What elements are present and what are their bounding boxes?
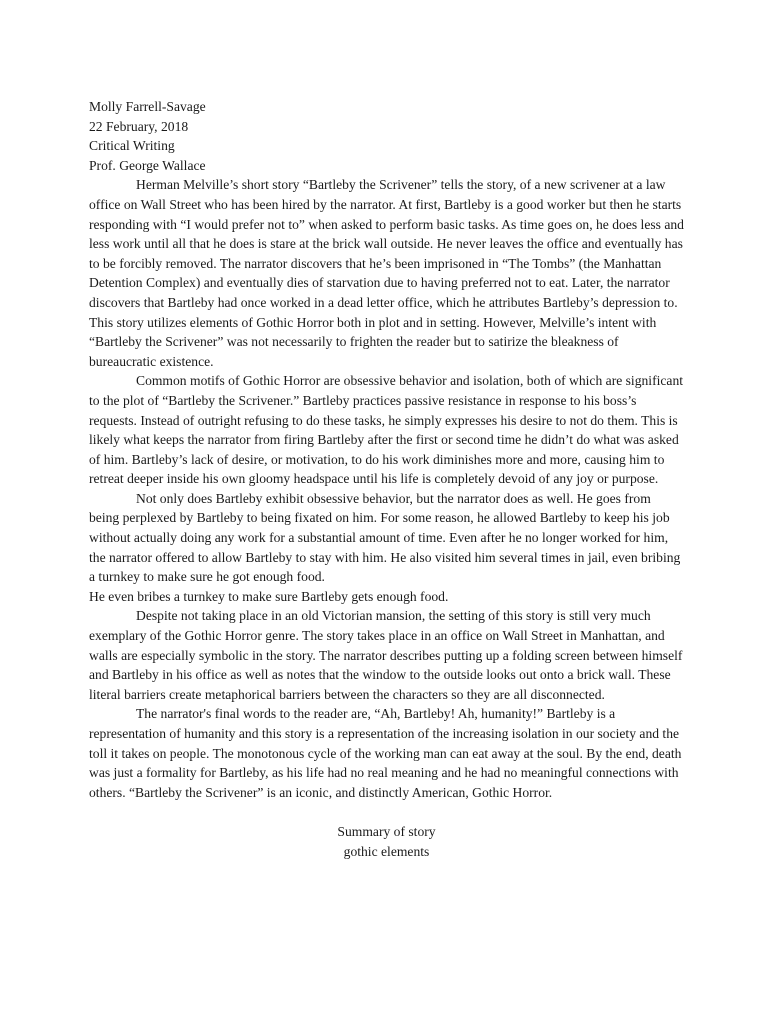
course-name: Critical Writing — [89, 138, 175, 154]
outline-notes — [89, 822, 684, 861]
paragraph-stray-sentence: He even bribes a turnkey to make sure Bartleby gets enough food. — [89, 588, 449, 604]
paragraph-motifs: Common motifs of Gothic Horror are obsessive behavior and isolation, both of which are significant to the plot of “Bartleby the Scrivener.” Bartleby practices passive resistance in response to his boss’s requests. Instead of outright refusing to do these tasks, he simply expresses his desire to not do them. This is likely what keeps the narrator from firing Bartleby after the first or second time he didn’t do what was asked of him. Bartleby’s lack of desire, or motivation, to do his work diminishes more and more, causing him to retreat deeper inside his own gloomy headspace until his life is completely devoid of any joy or purpose. — [89, 373, 684, 487]
author-name: Molly Farrell-Savage — [89, 99, 206, 114]
document-body — [89, 97, 684, 861]
paragraph-intro: Herman Melville’s short story “Bartleby the Scrivener” tells the story, of a new scrivener at a law office on Wall Street who has been hired by the narrator. At first, Bartleby is a good worker but then he starts responding with “I would prefer not to” when asked to perform basic tasks. As time goes on, he does less and less work until all that he does is stare at the brick wall outside. He never leaves the office and eventually has to be forcibly removed. The narrator discovers that he’s been imprisoned in “The Tombs” (the Manhattan Detention Complex) and eventually dies of starvation due to having preferred not to eat. Later, the narrator discovers that Bartleby had once worked in a dead letter office, which he attributes Bartleby’s depression to. This story utilizes elements of Gothic Horror both in plot and in setting. However, Melville’s intent with “Bartleby the Scrivener” was not necessarily to frighten the reader but to satirize the bleakness of bureaucratic existence. — [89, 177, 684, 369]
note-summary: Summary of story — [337, 823, 436, 839]
paragraph-setting: Despite not taking place in an old Victorian mansion, the setting of this story is still very much exemplary of the Gothic Horror genre. The story takes place in an office on Wall Street in Manhattan, and walls are especially symbolic in the story. The narrator describes putting up a folding screen between himself and Bartleby in his office as well as notes that the window to the outside looks out onto a brick wall. These literal barriers create metaphorical barriers between the characters so they are all disconnected. — [89, 608, 683, 702]
paragraph-narrator: Not only does Bartleby exhibit obsessive behavior, but the narrator does as well. He goes from being perplexed by Bartleby to being fixated on him. For some reason, he allowed Bartleby to keep his job without actually doing any work for a substantial amount of time. Even after he no longer worked for him, the narrator offered to allow Bartleby to stay with him. He also visited him several times in jail, even bribing a turnkey to make sure he got enough food. — [89, 490, 681, 585]
professor-name: Prof. George Wallace — [89, 157, 206, 173]
document-date: 22 February, 2018 — [89, 118, 189, 134]
note-gothic-elements: gothic elements — [343, 843, 430, 859]
paragraph-conclusion: The narrator's final words to the reader are, “Ah, Bartleby! Ah, humanity!” Bartleby is a representation of humanity and this story is a representation of the increasing isolation in our society and the toll it takes on people. The monotonous cycle of the working man can eat away at the soul. By the end, death was just a formality for Bartleby, as his life had no real meaning and he had no meaningful connections with others. “Bartleby the Scrivener” is an iconic, and distinctly American, Gothic Horror. — [89, 706, 682, 800]
